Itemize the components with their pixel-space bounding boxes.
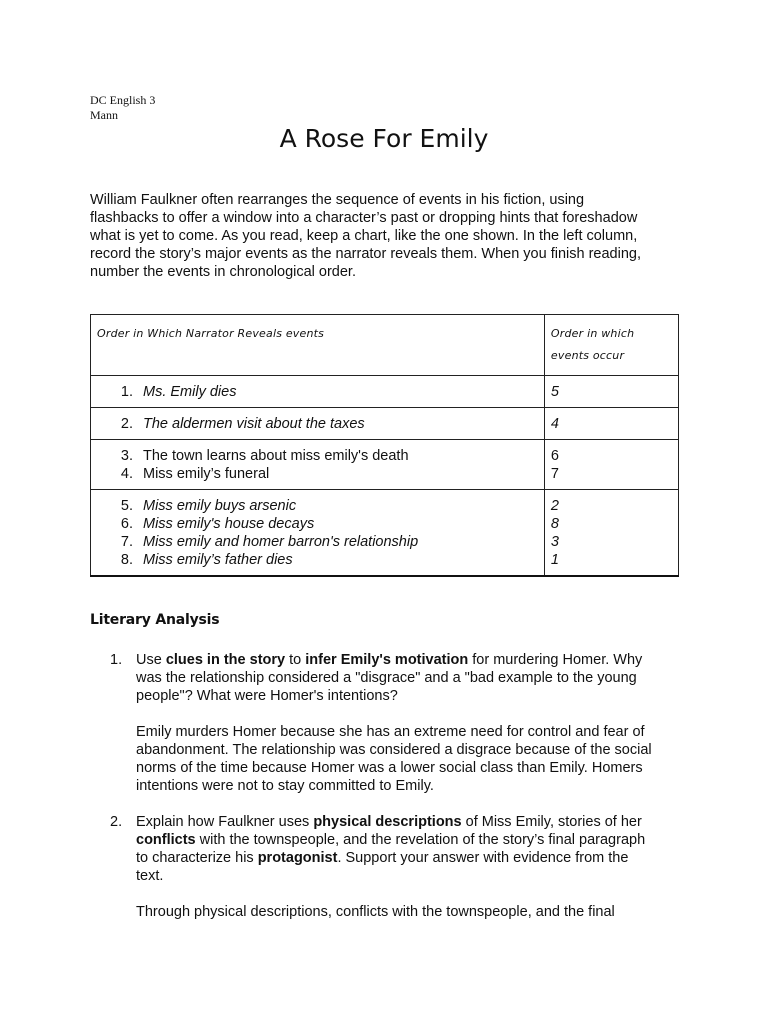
answer-2 bbox=[136, 903, 690, 921]
order-value: 2 bbox=[550, 498, 559, 514]
event-cell bbox=[91, 408, 545, 440]
answer-line: Through physical descriptions, conflicts with the townspeople, and the final bbox=[136, 904, 615, 920]
events-table bbox=[90, 314, 679, 577]
question-line: Use clues in the story to infer Emily's motivation for murdering Homer. Why bbox=[136, 652, 643, 668]
intro-line: record the story’s major events as the narrator reveals them. When you finish reading, bbox=[90, 246, 641, 262]
order-cell bbox=[544, 408, 678, 440]
order-cell bbox=[544, 440, 678, 490]
intro-line: what is yet to come. As you read, keep a chart, like the one shown. In the left column, bbox=[90, 228, 638, 244]
intro-paragraph bbox=[90, 191, 690, 281]
order-value: 7 bbox=[550, 466, 559, 482]
question-line: to characterize his protagonist. Support your answer with evidence from the bbox=[136, 850, 629, 866]
event-item: 3. The town learns about miss emily's death bbox=[120, 448, 409, 464]
event-cell bbox=[91, 440, 545, 490]
analysis-questions bbox=[90, 651, 690, 921]
course-name: DC English 3 bbox=[90, 93, 156, 107]
question-line: people"? What were Homer's intentions? bbox=[136, 688, 398, 704]
question-line: text. bbox=[136, 868, 164, 884]
event-cell bbox=[91, 376, 545, 408]
order-cell bbox=[544, 490, 678, 577]
question-number: 1. bbox=[110, 652, 123, 668]
answer-line: abandonment. The relationship was considered a disgrace because of the social bbox=[136, 742, 652, 758]
table-row bbox=[91, 376, 679, 408]
event-item: 5. Miss emily buys arsenic bbox=[120, 498, 297, 514]
answer-line: norms of the time because Homer was a lower social class than Emily. Homers bbox=[136, 760, 643, 776]
question-1 bbox=[90, 651, 690, 795]
event-item: 4. Miss emily’s funeral bbox=[120, 466, 270, 482]
table-row bbox=[91, 490, 679, 577]
page-title: A Rose For Emily bbox=[279, 124, 489, 153]
intro-line: flashbacks to offer a window into a character’s past or dropping hints that foreshadow bbox=[90, 210, 638, 226]
question-line: conflicts with the townspeople, and the revelation of the story’s final paragraph bbox=[136, 832, 646, 848]
header-chronological-order: Order in which events occur bbox=[544, 315, 678, 376]
answer-line: intentions were not to stay committed to Emily. bbox=[136, 778, 434, 794]
order-value: 8 bbox=[550, 516, 559, 532]
answer-1 bbox=[136, 723, 690, 795]
order-value: 4 bbox=[550, 416, 559, 432]
teacher-name: Mann bbox=[90, 108, 118, 122]
answer-line: Emily murders Homer because she has an extreme need for control and fear of bbox=[136, 724, 645, 740]
event-item: 7. Miss emily and homer barron's relationship bbox=[120, 534, 419, 550]
question-line: was the relationship considered a "disgrace" and a "bad example to the young bbox=[136, 670, 637, 686]
event-item: 2. The aldermen visit about the taxes bbox=[120, 416, 365, 432]
order-value: 5 bbox=[550, 384, 559, 400]
event-item: 8. Miss emily’s father dies bbox=[120, 552, 293, 568]
order-cell bbox=[544, 376, 678, 408]
document-header bbox=[90, 93, 155, 123]
order-value: 1 bbox=[550, 552, 559, 568]
header-narrator-order: Order in Which Narrator Reveals events bbox=[91, 315, 545, 376]
question-2 bbox=[90, 813, 690, 921]
question-number: 2. bbox=[110, 814, 123, 830]
intro-line: number the events in chronological order. bbox=[90, 264, 356, 280]
question-line: Explain how Faulkner uses physical descriptions of Miss Emily, stories of her bbox=[136, 814, 642, 830]
section-title: Literary Analysis bbox=[90, 612, 220, 628]
table-row bbox=[91, 440, 679, 490]
event-item: 6. Miss emily's house decays bbox=[120, 516, 315, 532]
table-header-row bbox=[91, 315, 679, 376]
order-value: 6 bbox=[550, 448, 559, 464]
order-value: 3 bbox=[550, 534, 559, 550]
event-item: 1. Ms. Emily dies bbox=[120, 384, 237, 400]
intro-line: William Faulkner often rearranges the sequence of events in his fiction, using bbox=[90, 192, 585, 208]
table-row bbox=[91, 408, 679, 440]
event-cell bbox=[91, 490, 545, 577]
